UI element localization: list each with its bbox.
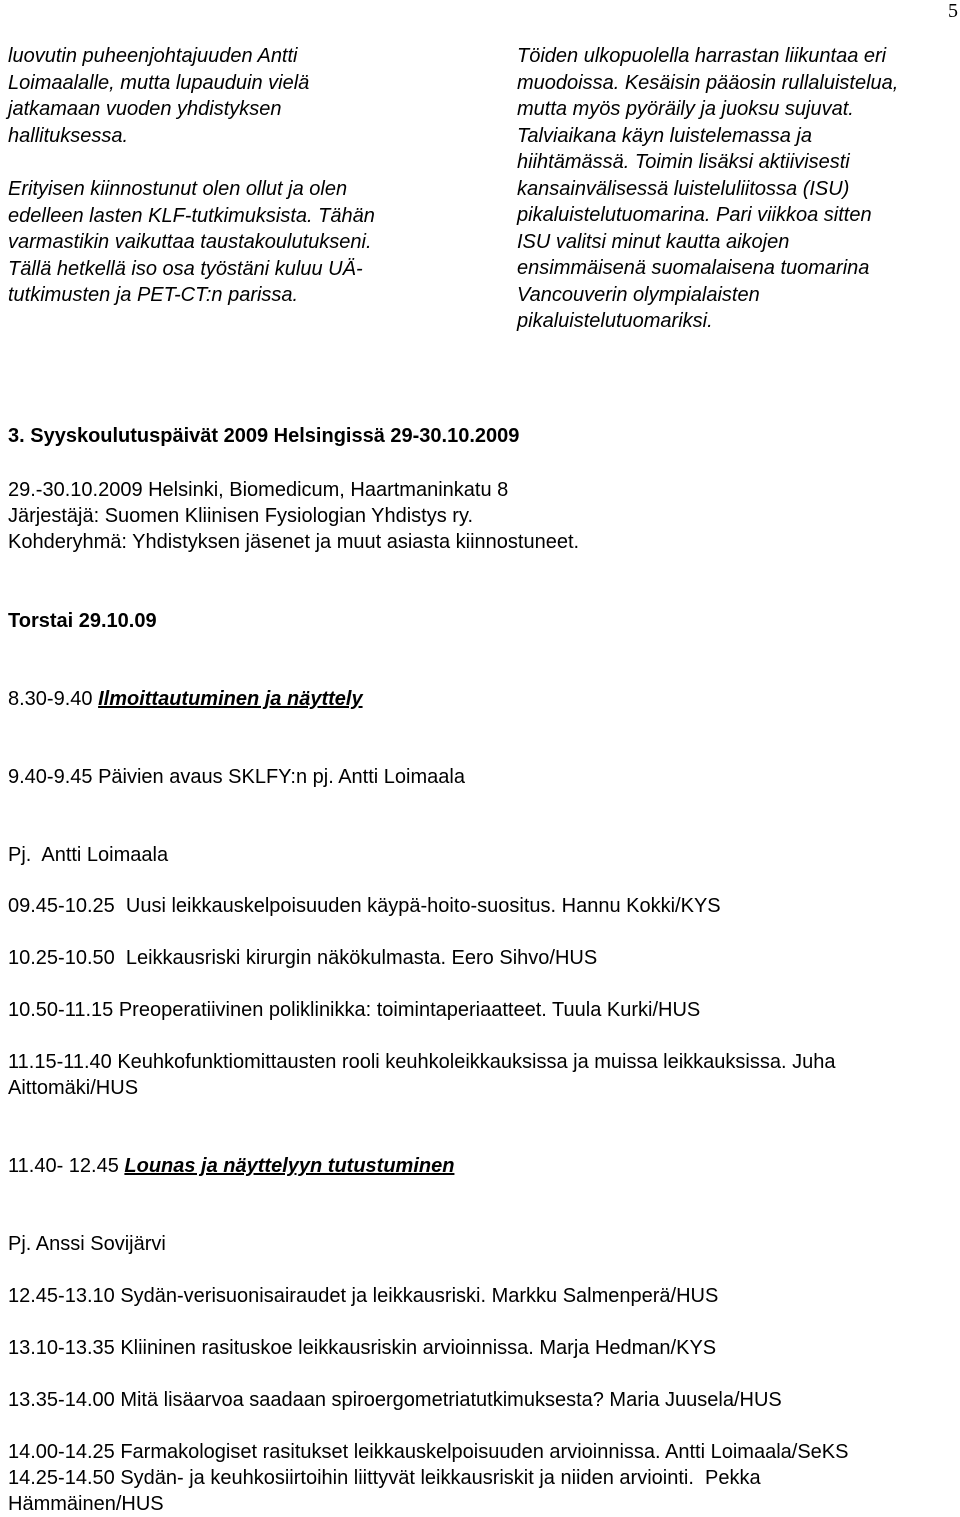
agenda-title: Lounas ja näyttelyyn tutustuminen xyxy=(124,1155,455,1177)
agenda-talk: 14.00-14.25 Farmakologiset rasitukset leikkauskelpoisuuden arvioinnissa. Antti Loimaala/SeKS xyxy=(8,1441,849,1463)
agenda-talk: 14.25-14.50 Sydän- ja keuhkosiirtoihin liittyvät leikkausriskit ja niiden arviointi. Pekka xyxy=(8,1467,761,1489)
agenda-talk: 13.35-14.00 Mitä lisäarvoa saadaan spiroergometriatutkimuksesta? Maria Juusela/HUS xyxy=(8,1389,782,1411)
agenda-talk: 12.45-13.10 Sydän-verisuonisairaudet ja leikkausriski. Markku Salmenperä/HUS xyxy=(8,1285,719,1307)
agenda-talk: 11.15-11.40 Keuhkofunktiomittausten rooli keuhkoleikkauksissa ja muissa leikkauksissa. Juha xyxy=(8,1051,836,1073)
section-heading: 3. Syyskoulutuspäivät 2009 Helsingissä 29-30.10.2009 xyxy=(8,425,520,447)
program-section xyxy=(8,423,948,1517)
event-organizer: Järjestäjä: Suomen Kliinisen Fysiologian Yhdistys ry. xyxy=(8,505,474,527)
session-chair-1: Pj. Antti Loimaala xyxy=(8,844,169,866)
left-column xyxy=(8,43,408,309)
agenda-lunch xyxy=(8,1153,948,1179)
agenda-time: 11.40- 12.45 xyxy=(8,1155,125,1177)
left-paragraph-2: Erityisen kiinnostunut olen ollut ja olen edelleen lasten KLF-tutkimuksista. Tähän varmastikin vaikuttaa taustakoulutukseni. Tällä hetkellä iso osa työstäni kuluu UÄ- tutkimusten ja PET-CT:n parissa. xyxy=(8,178,375,306)
agenda-opening: 9.40-9.45 Päivien avaus SKLFY:n pj. Antti Loimaala xyxy=(8,766,465,788)
agenda-talk: 10.25-10.50 Leikkausriski kirurgin näkökulmasta. Eero Sihvo/HUS xyxy=(8,947,598,969)
left-paragraph-1: luovutin puheenjohtajuuden Antti Loimaalalle, mutta lupauduin vielä jatkamaan vuoden yhdistyksen hallituksessa. xyxy=(8,45,310,147)
event-audience: Kohderyhmä: Yhdistyksen jäsenet ja muut asiasta kiinnostuneet. xyxy=(8,531,580,553)
agenda-registration xyxy=(8,686,948,712)
agenda-time: 8.30-9.40 xyxy=(8,688,99,710)
agenda-talk: 09.45-10.25 Uusi leikkauskelpoisuuden käypä-hoito-suositus. Hannu Kokki/KYS xyxy=(8,895,721,917)
agenda-talk-continued: Hämmäinen/HUS xyxy=(8,1493,164,1515)
agenda-talk: 13.10-13.35 Kliininen rasituskoe leikkausriskin arvioinnissa. Marja Hedman/KYS xyxy=(8,1337,717,1359)
page-number: 5 xyxy=(948,0,958,22)
event-date-location: 29.-30.10.2009 Helsinki, Biomedicum, Haartmaninkatu 8 xyxy=(8,479,509,501)
agenda-talk: 10.50-11.15 Preoperatiivinen poliklinikka: toimintaperiaatteet. Tuula Kurki/HUS xyxy=(8,999,701,1021)
session-chair-2: Pj. Anssi Sovijärvi xyxy=(8,1233,166,1255)
agenda-title: Ilmoittautuminen ja näyttely xyxy=(98,688,363,710)
day-heading: Torstai 29.10.09 xyxy=(8,610,157,632)
right-paragraph-1: Töiden ulkopuolella harrastan liikuntaa eri muodoissa. Kesäisin pääosin rullaluistelua, mutta myös pyöräily ja juoksu sujuvat. Talviaikana käyn luistelemassa ja hiihtämässä. Toimin lisäksi aktiivisesti kansainvälisessä luisteluliitossa (ISU) pikaluistelutuomarina. Pari viikkoa sitten ISU valitsi minut kautta aikojen ensimmäisenä suomalaisena tuomarina Vancouverin olympialaisten pikaluistelutuomariksi. xyxy=(517,45,899,332)
agenda-talk-continued: Aittomäki/HUS xyxy=(8,1077,139,1099)
right-column xyxy=(517,43,947,335)
